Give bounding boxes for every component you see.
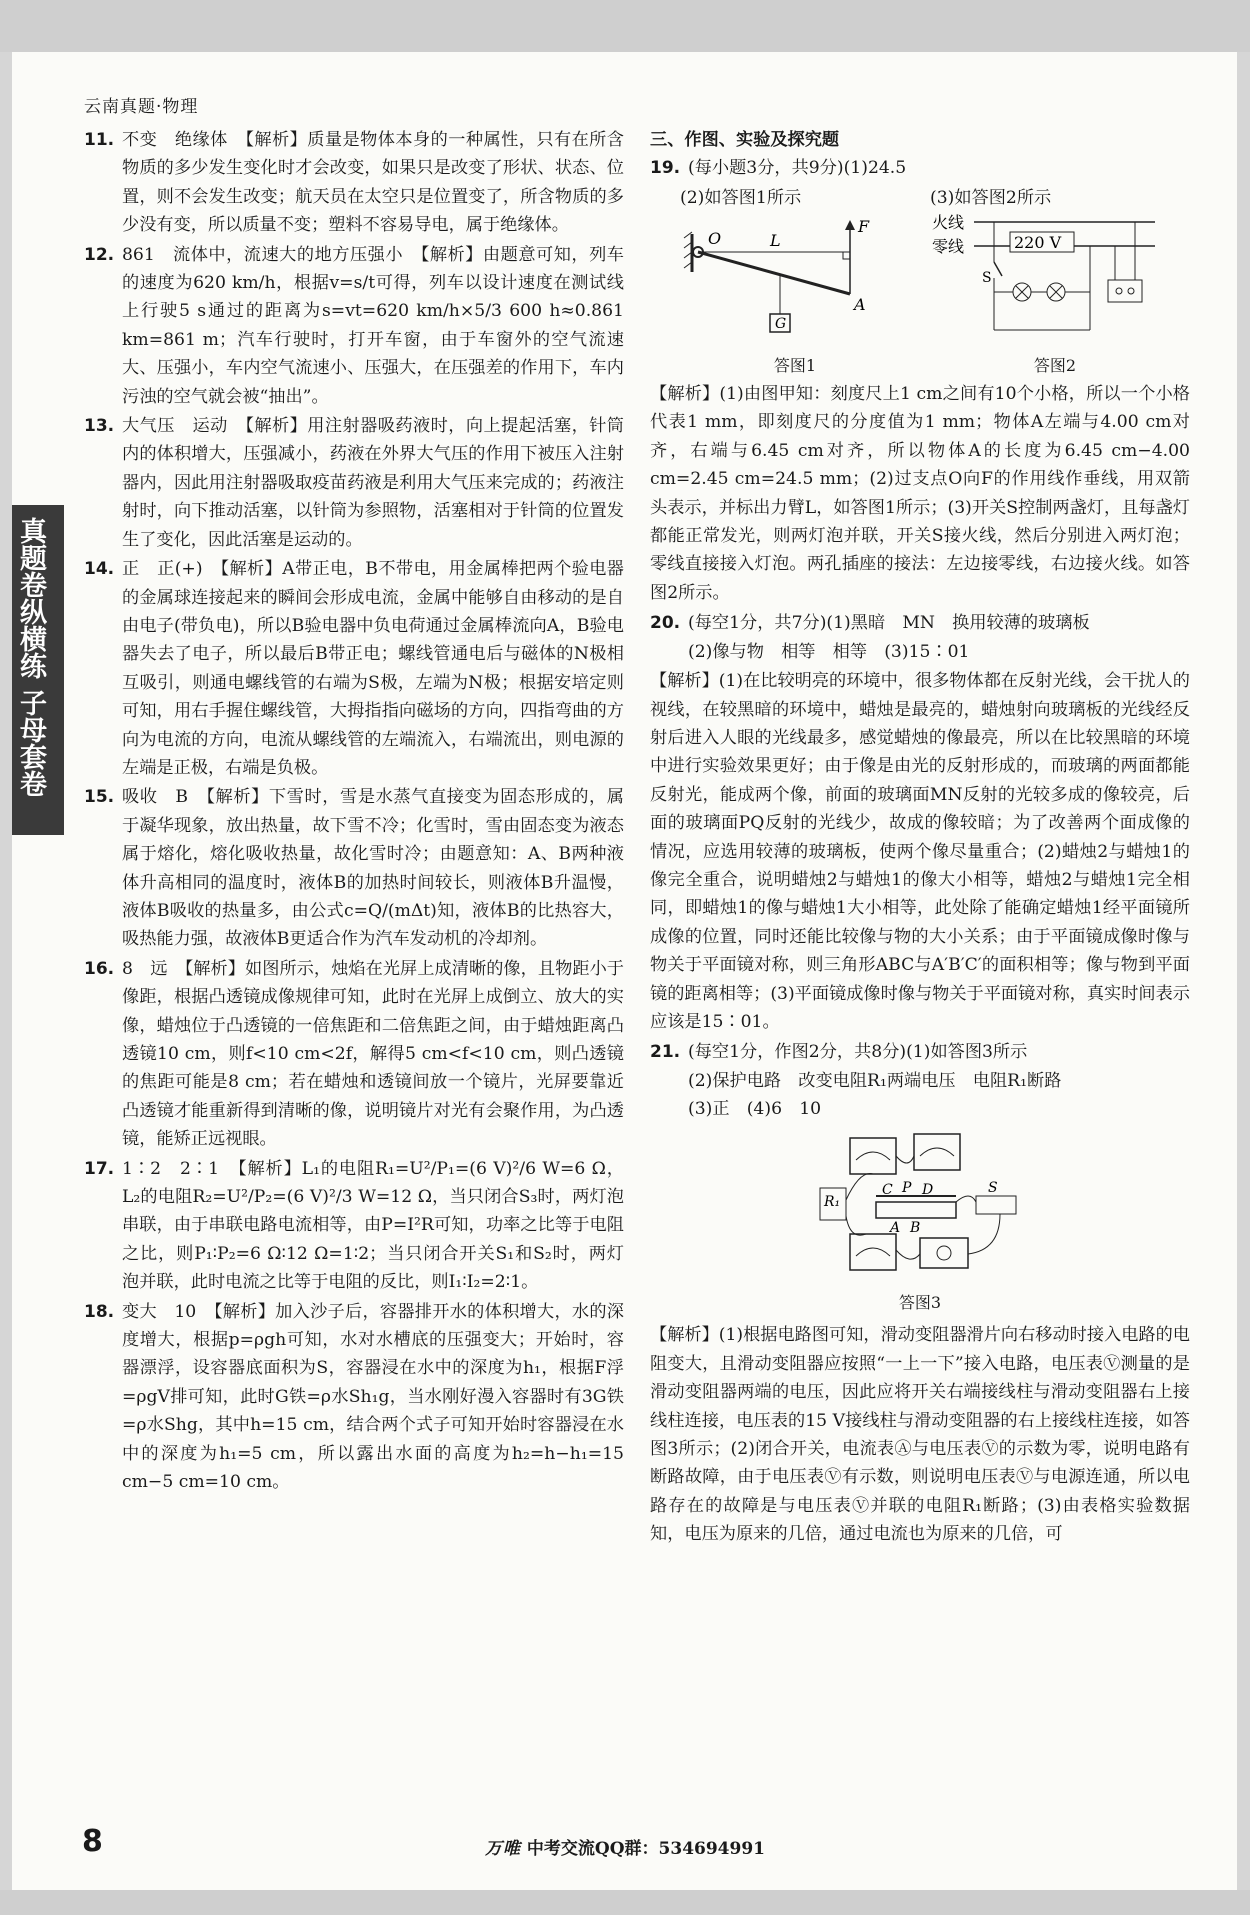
fig3-caption: 答图3 xyxy=(898,1293,942,1312)
item-text: 吸收 B 【解析】下雪时，雪是水蒸气直接变为固态形成的，属于凝华现象，放出热量，故下雪不冷；化雪时，雪由固态变为液态属于熔化，熔化吸收热量，故化雪时冷；由题意知：A、B两种液体升高相同的温度时，液体B的加热时间较长，则液体B升温慢，液体B吸收的热量多，由公式c=Q/(mΔt)知，液体B的比热容大，吸热能力强，故液体B更适合作为汽车发动机的冷却剂。 xyxy=(122,787,624,950)
fig2-zero-label: 零线 xyxy=(932,237,965,257)
answer-item-11 xyxy=(84,126,624,240)
item-line: (每小题3分，共9分)(1)24.5 xyxy=(688,158,907,179)
q21-analysis: 【解析】(1)根据电路图可知，滑动变阻器滑片向右移动时接入电路的电阻变大，且滑动变阻器应按照“一上一下”接入电路，电压表Ⓥ测量的是滑动变阻器两端的电压，因此应将开关右端接线柱与滑动变阻器右上接线柱连接，电压表的15 V接线柱与滑动变阻器的右上接线柱连接，如答图3所示；(2)闭合开关，电流表Ⓐ与电压表Ⓥ的示数为零，说明电路有断路故障，由于电压表Ⓥ有示数，则说明电压表Ⓥ与电源连通，所以电路存在的故障是与电压表Ⓥ并联的电阻R₁断路；(3)由表格实验数据知，电压为原来的几倍，通过电流也为原来的几倍，可 xyxy=(650,1325,1190,1545)
item-number: 20. xyxy=(650,613,681,634)
footer-qq-text: 中考交流QQ群：534694991 xyxy=(526,1839,765,1859)
fig3-r1-label: R₁ xyxy=(824,1193,841,1210)
item-text: 不变 绝缘体 【解析】质量是物体本身的一种属性，只有在所含物质的多少发生变化时才会改变，如果只是改变了形状、状态、位置，则不会发生改变；航天员在太空只是位置变了，所含物质的多少没有变，所以质量不变；塑料不容易导电，属于绝缘体。 xyxy=(122,130,624,236)
item-line: (2)像与物 相等 相等 (3)15∶01 xyxy=(688,641,970,662)
item-line: (2)保护电路 改变电阻R₁两端电压 电阻R₁断路 xyxy=(688,1070,1062,1091)
fig3-c-label: C xyxy=(882,1181,893,1198)
answer-item-16 xyxy=(84,955,624,1154)
fig2-voltage-label: 220 V xyxy=(1014,233,1062,253)
item-number: 21. xyxy=(650,1042,681,1063)
item-line: (3)正 (4)6 10 xyxy=(688,1099,822,1120)
item-line: (每空1分，共7分)(1)黑暗 MN 换用较薄的玻璃板 xyxy=(688,613,1090,634)
running-title: 云南真题·物理 xyxy=(84,97,199,117)
bottom-scan-margin xyxy=(0,1890,1250,1915)
item-number: 19. xyxy=(650,158,681,179)
answer-item-21 xyxy=(650,1038,1190,1123)
item-number: 15. xyxy=(84,787,115,808)
fig1-weight-label: G xyxy=(775,316,787,333)
item-text: 变大 10 【解析】加入沙子后，容器排开水的体积增大，水的深度增大，根据p=ρgh可知，水对水槽底的压强变大；开始时，容器漂浮，设容器底面积为S，容器浸在水中的深度为h₁，根据F浮=ρgV排可知，此时G铁=ρ水Sh₁g，当水刚好漫入容器时有3G铁=ρ水Shg，其中h=15 cm，结合两个式子可知开始时容器浸在水中的深度为h₁=5 cm，所以露出水面的高度为h₂=h−h₁=15 cm−5 cm=10 cm。 xyxy=(122,1301,624,1493)
answer-item-12 xyxy=(84,241,624,411)
item-number: 12. xyxy=(84,244,115,265)
circuit-photo-diagram xyxy=(810,1130,1030,1280)
fig1-point-label: A xyxy=(854,295,866,315)
fig2-switch-label: S xyxy=(982,270,992,287)
item-number: 18. xyxy=(84,1301,115,1322)
fig3-s-label: S xyxy=(988,1179,998,1196)
answer-item-13 xyxy=(84,412,624,554)
lever-diagram xyxy=(680,212,880,342)
item-text: 正 正(+) 【解析】A带正电，B不带电，用金属棒把两个验电器的金属球连接起来的瞬间会形成电流，金属中能够自由移动的是自由电子(带负电)，所以B验电器中负电荷通过金属棒流向A，B验电器失去了电子，所以最后B带正电；螺线管通电后与磁体的N极相互吸引，则通电螺线管的右端为S极，左端为N极；根据安培定则可知，用右手握住螺线管，大拇指指向磁场的方向，四指弯曲的方向为电流的方向，电流从螺线管的左端流入，右端流出，则电源的左端是正极，右端是负极。 xyxy=(122,559,624,778)
item-line: (每空1分，作图2分，共8分)(1)如答图3所示 xyxy=(688,1042,1028,1063)
q20-analysis: 【解析】(1)在比较明亮的环境中，很多物体都在反射光线，会干扰人的视线，在较黑暗的环境中，蜡烛是最亮的，蜡烛射向玻璃板的光线经反射后进入人眼的光线最多，感觉蜡烛的像最亮，所以在比较黑暗的环境中进行实验效果更好；由于像是由光的反射形成的，而玻璃的两面都能反射光，能成两个像，前面的玻璃面MN反射的光较多成的像较亮，后面的玻璃面PQ反射的光线少，故成的像较暗；为了改善两个面成像的情况，应选用较薄的玻璃板，使两个像尽量重合；(2)蜡烛2与蜡烛1的像完全重合，说明蜡烛2与蜡烛1的像大小相等，蜡烛2与蜡烛1完全相同，即蜡烛1的像与蜡烛1大小相等，此处除了能确定蜡烛1经平面镜所成像的位置，同时还能比较像与物的大小关系；由于平面镜成像时像与物关于平面镜对称，则三角形ABC与A′B′C′的面积相等；像与物到平面镜的距离相等；(3)平面镜成像时像与物关于平面镜对称，真实时间表示应该是15∶01。 xyxy=(650,671,1190,1032)
side-tab xyxy=(12,505,64,835)
answer-item-19 xyxy=(650,154,1190,182)
left-column xyxy=(84,126,624,1498)
footer-brand: 万唯 xyxy=(485,1839,521,1859)
section-title: 三、作图、实验及探究题 xyxy=(650,130,840,150)
side-tab-title: 真题卷纵横练 xyxy=(15,517,46,679)
fig1-label: (2)如答图1所示 xyxy=(680,187,802,208)
item-text: 大气压 运动 【解析】用注射器吸药液时，向上提起活塞，针筒内的体积增大，压强减小，药液在外界大气压的作用下被压入注射器内，因此用注射器吸取疫苗药液是利用大气压来完成的；药液注射时，向下推动活塞，以针筒为参照物，活塞相对于针筒的位置发生了变化，因此活塞是运动的。 xyxy=(122,416,624,550)
fig1-force-label: F xyxy=(858,217,870,237)
fig2-label: (3)如答图2所示 xyxy=(930,187,1052,208)
item-number: 17. xyxy=(84,1158,115,1179)
item-text: 8 远 【解析】如图所示，烛焰在光屏上成清晰的像，且物距小于像距，根据凸透镜成像规律可知，此时在光屏上成倒立、放大的实像，蜡烛位于凸透镜的一倍焦距和二倍焦距之间，由于蜡烛距离凸透镜10 cm，则f<10 cm<2f，解得5 cm<f<10 cm，则凸透镜的焦距可能是8 cm；若在蜡烛和透镜间放一个镜片，光屏要靠近凸透镜才能重新得到清晰的像，说明镜片对光有会聚作用，为凸透镜，能矫正远视眼。 xyxy=(122,958,624,1150)
fig1-block xyxy=(680,184,910,380)
figure-row xyxy=(650,184,1190,380)
item-number: 11. xyxy=(84,130,115,150)
fig1-arm-label: L xyxy=(770,231,781,251)
page-number: 8 xyxy=(82,1824,103,1859)
fig3-p-label: P xyxy=(902,1179,912,1196)
fig3-b-label: B xyxy=(910,1219,921,1236)
q19-analysis: 【解析】(1)由图甲知：刻度尺上1 cm之间有10个小格，所以一个小格代表1 mm，即刻度尺的分度值为1 mm；物体A左端与4.00 cm对齐，右端与6.45 cm对齐，所以物体A的长度为6.45 cm−4.00 cm=2.45 cm=24.5 mm；(2)过支点O向F的作用线作垂线，用双箭头表示，并标出力臂L，如答图1所示；(3)开关S控制两盏灯，且每盏灯都能正常发光，则两灯泡并联，开关S接火线，然后分别进入两灯泡；零线直接接入灯泡。两孔插座的接法：左边接零线，右边接火线。如答图2所示。 xyxy=(650,384,1190,603)
top-scan-margin xyxy=(0,0,1250,52)
fig2-fire-label: 火线 xyxy=(932,213,965,233)
fig1-caption: 答图1 xyxy=(773,355,817,375)
answer-item-20 xyxy=(650,609,1190,666)
fig3-a-label: A xyxy=(890,1219,901,1236)
fig3-d-label: D xyxy=(922,1181,934,1198)
item-number: 16. xyxy=(84,958,115,979)
fig1-pivot-label: O xyxy=(708,229,722,249)
answer-item-14 xyxy=(84,555,624,782)
footer-qq xyxy=(0,1834,1250,1859)
item-number: 13. xyxy=(84,416,115,437)
item-text: 861 流体中，流速大的地方压强小 【解析】由题意可知，列车的速度为620 km/h，根据v=s/t可得，列车以设计速度在测试线上行驶5 s通过的距离为s=vt=620 km/h×5/3 600 h≈0.861 km=861 m；汽车行驶时，打开车窗，由于车窗外的空气流速大、压强小，车内空气流速小、压强大，在压强差的作用下，车内污浊的空气就会被“抽出”。 xyxy=(122,244,624,407)
answer-item-15 xyxy=(84,783,624,953)
fig2-caption: 答图2 xyxy=(1033,355,1077,375)
fig3-block xyxy=(650,1130,1190,1318)
item-number: 14. xyxy=(84,559,115,580)
fig2-block xyxy=(930,184,1180,380)
answer-item-18 xyxy=(84,1298,624,1497)
item-text: 1∶2 2∶1 【解析】L₁的电阻R₁=U²/P₁=(6 V)²/6 W=6 Ω，L₂的电阻R₂=U²/P₂=(6 V)²/3 W=12 Ω，当只闭合S₃时，两灯泡串联，由于串联电路电流相等，由P=I²R可知，功率之比等于电阻之比，则P₁∶P₂=6 Ω∶12 Ω=1∶2；当只闭合开关S₁和S₂时，两灯泡并联，此时电流之比等于电阻的反比，则I₁∶I₂=2∶1。 xyxy=(122,1158,624,1293)
right-column xyxy=(650,126,1190,1549)
answer-item-17 xyxy=(84,1155,624,1297)
side-tab-subtitle: 子母套卷 xyxy=(15,689,46,797)
circuit-diagram xyxy=(930,212,1160,342)
